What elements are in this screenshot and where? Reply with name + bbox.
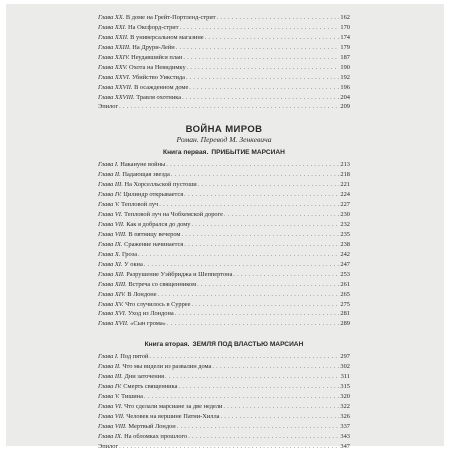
page-number: 253 [340, 270, 350, 278]
toc-entry [98, 13, 350, 23]
page-number: 209 [340, 103, 350, 111]
dot-leader [149, 352, 339, 362]
chapter-number: Глава XIII. [98, 280, 127, 288]
page-number: 265 [340, 290, 350, 298]
toc-entry [98, 190, 350, 200]
dot-leader [167, 319, 340, 329]
chapter-title: В осажденном доме [134, 83, 189, 91]
dot-leader [159, 200, 339, 210]
page-number: 289 [340, 320, 350, 328]
page-number: 315 [340, 383, 350, 391]
page-number: 326 [340, 412, 350, 420]
dot-leader [119, 442, 339, 452]
page-number: 221 [340, 181, 350, 189]
chapter-number: Глава XXIII. [98, 43, 131, 51]
dot-leader [144, 392, 339, 402]
chapter-title: Эпилог [98, 103, 119, 111]
chapter-number: Глава XI. [98, 260, 123, 268]
dot-leader [187, 63, 340, 73]
dot-leader [182, 93, 339, 103]
page-number: 218 [340, 171, 350, 179]
dot-leader [178, 382, 339, 392]
page-number: 275 [340, 300, 350, 308]
page-number: 343 [340, 432, 350, 440]
chapter-title: Эпилог [98, 442, 119, 450]
chapter-number: Глава IV. [98, 383, 122, 391]
toc-entry [98, 362, 350, 372]
toc-entry [98, 43, 350, 53]
page-number: 320 [340, 393, 350, 401]
toc-entry [98, 23, 350, 33]
dot-leader [184, 190, 339, 200]
chapter-number: Глава XXVI. [98, 73, 131, 81]
chapter-title: Убийство Уикстида [131, 73, 186, 81]
toc-entry [98, 200, 350, 210]
toc-entry [98, 170, 350, 180]
dot-leader [205, 33, 340, 43]
toc-entry [98, 270, 350, 280]
chapter-number: Глава VIII. [98, 422, 127, 430]
chapter-title: На Хорселльской пустоши [124, 181, 197, 189]
toc-entry [98, 33, 350, 43]
chapter-number: Глава XXI. [98, 23, 127, 31]
chapter-number: Глава XV. [98, 300, 124, 308]
chapter-number: Глава X. [98, 250, 121, 258]
toc-entry [98, 392, 350, 402]
chapter-title: Человек на вершине Патни-Хилла [126, 412, 220, 420]
page-number: 311 [340, 373, 350, 381]
chapter-number: Глава II. [98, 171, 121, 179]
toc-block-previous-book [98, 13, 350, 112]
page-number: 261 [340, 280, 350, 288]
page-number: 227 [340, 201, 350, 209]
chapter-title: В доме на Грейт-Портленд-стрит [125, 14, 216, 21]
dot-leader [221, 412, 340, 422]
chapter-number: Глава V. [98, 201, 120, 209]
page-number: 297 [340, 353, 350, 361]
chapter-title: На обломках прошлого [124, 432, 188, 440]
chapter-title: Накануне войны [120, 161, 166, 169]
chapter-title: В универсальном магазине [130, 33, 204, 41]
chapter-title: Неудавшийся план [131, 53, 183, 61]
dot-leader [197, 280, 339, 290]
chapter-number: Глава VI. [98, 211, 123, 219]
chapter-title: Разрушение Уэйбриджа и Шеппертона [126, 270, 233, 278]
page-number: 281 [340, 310, 350, 318]
page-number: 170 [340, 23, 350, 31]
chapter-number: Глава IX. [98, 432, 123, 440]
chapter-title: Цилиндр открывается [123, 191, 184, 199]
page-number: 302 [340, 363, 350, 371]
toc-entry [98, 422, 350, 432]
dot-leader [165, 372, 340, 382]
dot-leader [233, 270, 339, 280]
book-subtitle: Роман. Перевод М. Зенкевича [176, 135, 272, 145]
toc-entry [98, 280, 350, 290]
page-number: 179 [340, 43, 350, 51]
chapter-number: Глава I. [98, 353, 119, 361]
dot-leader [166, 160, 339, 170]
toc-block-part-one [98, 160, 350, 329]
chapter-number: Глава III. [98, 373, 123, 381]
dot-leader [186, 73, 339, 83]
page-number: 213 [340, 161, 350, 169]
chapter-title: Что мы видели из развалин дома [122, 363, 212, 371]
dot-leader [177, 422, 340, 432]
toc-entry [98, 402, 350, 412]
chapter-number: Глава XXVII. [98, 83, 133, 91]
toc-entry [98, 230, 350, 240]
dot-leader [181, 230, 339, 240]
chapter-title: Дни заточения [124, 373, 165, 381]
page-number: 230 [340, 211, 350, 219]
dot-leader [176, 43, 340, 53]
dot-leader [171, 170, 340, 180]
page-number: 242 [340, 250, 350, 258]
toc-entry [98, 352, 350, 362]
dot-leader [223, 402, 339, 412]
chapter-number: Глава XVII. [98, 320, 129, 328]
dot-leader [183, 53, 339, 63]
dot-leader [191, 300, 339, 310]
toc-entry [98, 210, 350, 220]
toc-block-part-two [98, 352, 350, 451]
chapter-title: Тепловой луч [121, 201, 159, 209]
part-two-heading [98, 340, 350, 350]
chapter-number: Глава V. [98, 393, 120, 401]
chapter-title: «Сын грома» [130, 320, 166, 328]
toc-entry [98, 442, 350, 452]
dot-leader [184, 240, 339, 250]
toc-entry [98, 93, 350, 103]
page-number: 192 [340, 73, 350, 81]
chapter-number: Глава XXVIII. [98, 93, 135, 101]
dot-leader [224, 210, 339, 220]
page-number: 190 [340, 63, 350, 71]
dot-leader [198, 180, 340, 190]
chapter-title: Гроза [122, 250, 138, 258]
chapter-title: Падающая звезда [122, 171, 170, 179]
toc-entry [98, 220, 350, 230]
chapter-title: У окна [124, 260, 143, 268]
chapter-title: Смерть священника [123, 383, 178, 391]
chapter-title: На Друри-Лейн [132, 43, 175, 51]
chapter-number: Глава IV. [98, 191, 122, 199]
chapter-number: Глава VII. [98, 412, 125, 420]
chapter-title: В пятницу вечером [128, 230, 181, 238]
chapter-number: Глава IX. [98, 240, 123, 248]
chapter-number: Глава VII. [98, 221, 125, 228]
part-one-label: Книга первая. [163, 149, 209, 157]
page-number: 204 [340, 93, 350, 101]
part-one-title: ПРИБЫТИЕ МАРСИАН [211, 149, 285, 157]
chapter-title: Под пятой [120, 353, 149, 361]
chapter-number: Глава XII. [98, 270, 125, 278]
toc-entry [98, 83, 350, 93]
dot-leader [144, 260, 340, 270]
dot-leader [212, 362, 339, 372]
toc-entry [98, 432, 350, 442]
chapter-title: Сражение начинается [124, 240, 184, 248]
toc-entry [98, 372, 350, 382]
page-number: 174 [340, 33, 350, 41]
chapter-number: Глава XXII. [98, 33, 129, 41]
toc-entry [98, 63, 350, 73]
toc-entry [98, 300, 350, 310]
chapter-number: Глава XIV. [98, 290, 126, 298]
chapter-number: Глава XXIV. [98, 53, 130, 61]
toc-entry [98, 290, 350, 300]
page-number: 196 [340, 83, 350, 91]
chapter-title: В Лондоне [127, 290, 157, 298]
toc-entry [98, 53, 350, 63]
chapter-title: На Оксфорд-стрит [128, 23, 179, 31]
page-number: 322 [340, 403, 350, 410]
toc-entry [98, 250, 350, 260]
chapter-number: Глава VI. [98, 403, 123, 410]
toc-entry [98, 160, 350, 170]
chapter-number: Глава II. [98, 363, 121, 371]
dot-leader [189, 83, 339, 93]
dot-leader [217, 13, 340, 23]
chapter-number: Глава XVI. [98, 310, 127, 318]
book-title: ВОЙНА МИРОВ [185, 124, 263, 136]
toc-entry [98, 102, 350, 112]
dot-leader [180, 23, 340, 33]
page-number: 162 [340, 14, 350, 21]
chapter-number: Глава III. [98, 181, 123, 189]
page-number: 247 [340, 260, 350, 268]
part-two-label: Книга вторая. [144, 341, 190, 349]
dot-leader [119, 102, 339, 112]
chapter-title: Тишина [121, 393, 143, 401]
page-number: 235 [340, 230, 350, 238]
chapter-title: Тепловой луч на Чобхемской дороге [124, 211, 223, 219]
chapter-title: Уход из Лондона [128, 310, 174, 318]
chapter-title: Что случилось в Суррее [125, 300, 191, 308]
chapter-number: Глава XXV. [98, 63, 128, 71]
toc-entry [98, 180, 350, 190]
page-number: 347 [340, 442, 350, 450]
page-number: 187 [340, 53, 350, 61]
chapter-title: Что сделали марсиане за две недели [124, 403, 223, 410]
part-one-heading [98, 148, 350, 158]
page-number: 224 [340, 191, 350, 199]
chapter-title: Охота на Невидимку [128, 63, 186, 71]
chapter-number: Глава XX. [98, 14, 125, 21]
toc-entry [98, 382, 350, 392]
part-two-title: ЗЕМЛЯ ПОД ВЛАСТЬЮ МАРСИАН [192, 341, 304, 349]
chapter-title: Встреча со священником [128, 280, 197, 288]
toc-entry [98, 309, 350, 319]
toc-entry [98, 73, 350, 83]
page-number: 232 [340, 221, 350, 228]
dot-leader [158, 290, 340, 300]
dot-leader [138, 250, 339, 260]
book-page [6, 4, 444, 450]
chapter-title: Мертвый Лондон [128, 422, 176, 430]
toc-entry [98, 240, 350, 250]
chapter-number: Глава VIII. [98, 230, 127, 238]
page-number: 238 [340, 240, 350, 248]
toc-entry [98, 260, 350, 270]
chapter-title: Травля охотника [136, 93, 182, 101]
book-title-block [98, 124, 350, 145]
chapter-number: Глава I. [98, 161, 119, 169]
toc-entry [98, 412, 350, 422]
page-number: 337 [340, 422, 350, 430]
dot-leader [188, 432, 339, 442]
dot-leader [191, 220, 339, 230]
dot-leader [175, 309, 340, 319]
toc-entry [98, 319, 350, 329]
chapter-title: Как я добрался до дому [126, 221, 191, 228]
